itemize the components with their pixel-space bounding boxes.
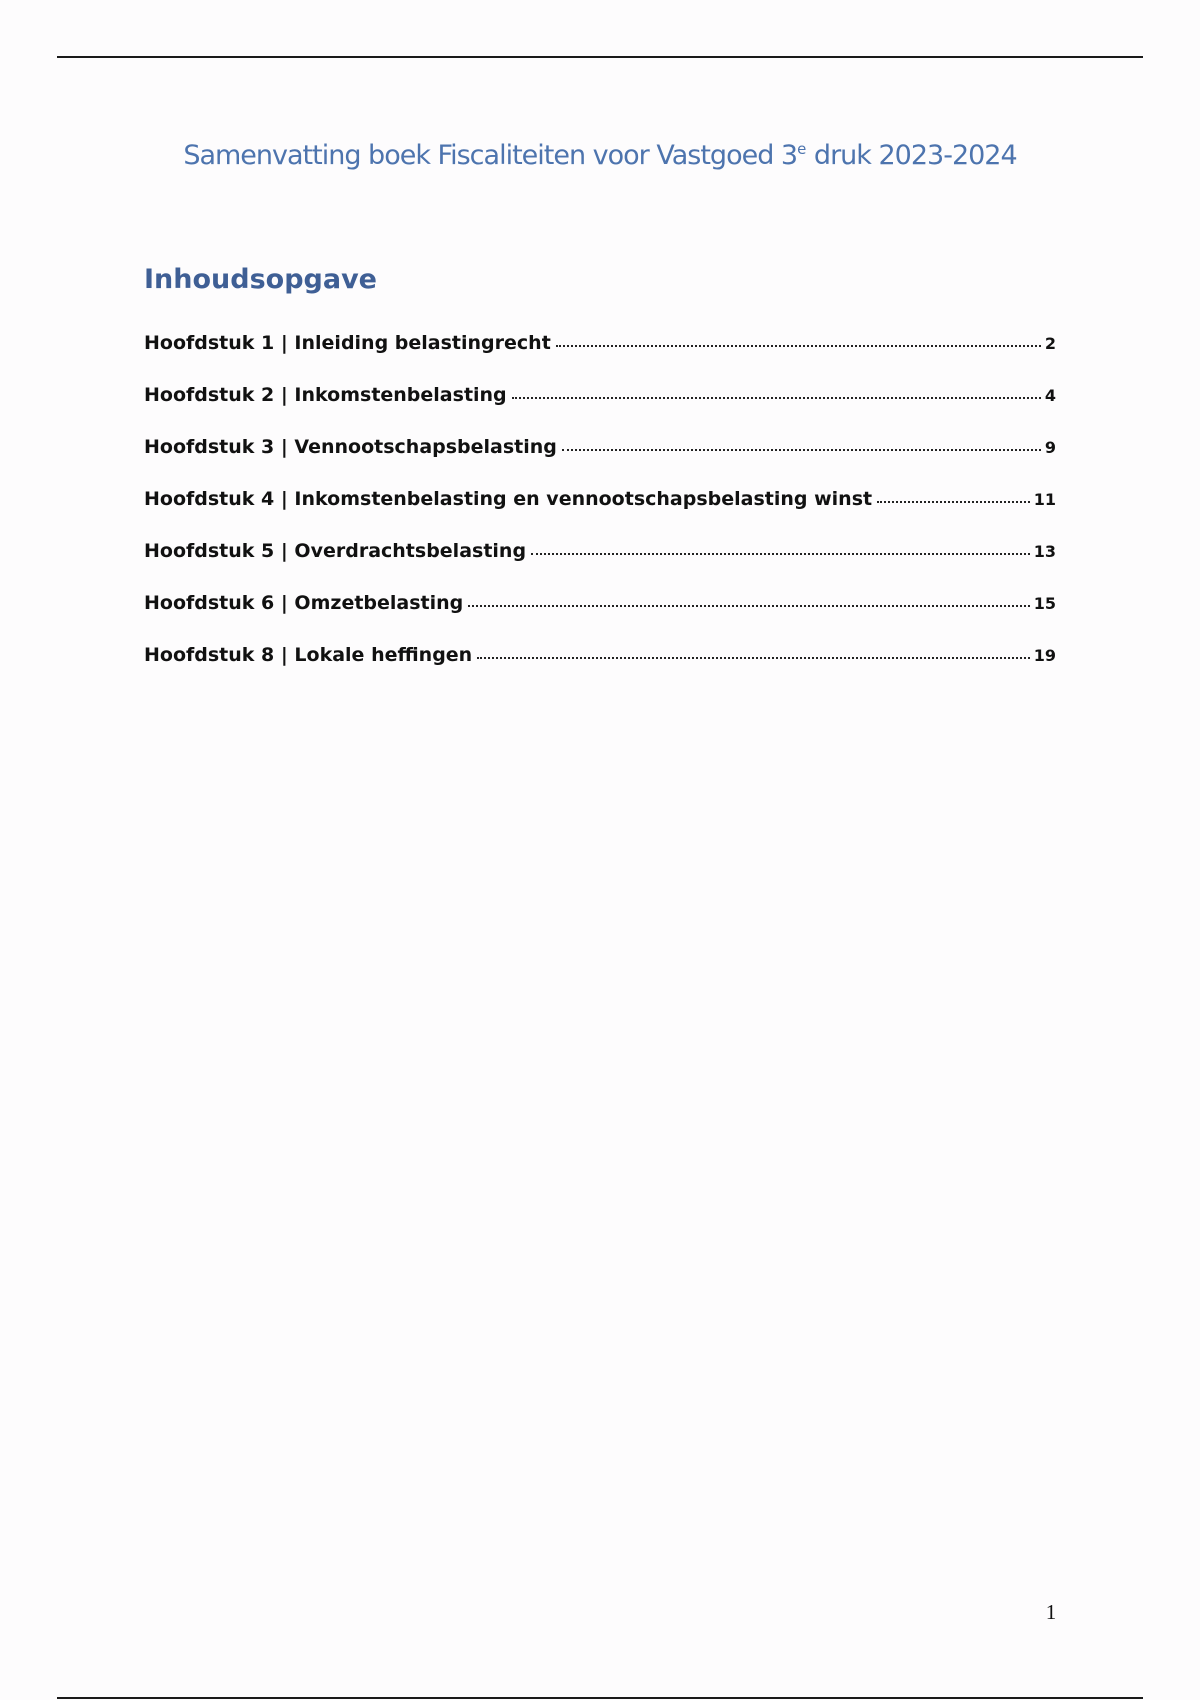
toc-entry-label[interactable]: Hoofdstuk 8 | Lokale heffingen (144, 644, 473, 666)
footer-rule (57, 1697, 1143, 1699)
toc-entry-page[interactable]: 13 (1033, 542, 1056, 561)
toc-dot-leader (468, 605, 1029, 607)
document-title (0, 140, 1200, 171)
toc-entry-page[interactable]: 9 (1044, 438, 1056, 457)
toc-entry-page[interactable]: 19 (1033, 646, 1056, 665)
toc-entry-label[interactable]: Hoofdstuk 3 | Vennootschapsbelasting (144, 436, 557, 458)
toc-dot-leader (877, 501, 1030, 503)
toc-entry[interactable] (144, 488, 1056, 540)
toc-entry[interactable] (144, 592, 1056, 644)
header-rule (57, 56, 1143, 58)
toc-dot-leader (531, 553, 1030, 555)
toc-entry-label[interactable]: Hoofdstuk 2 | Inkomstenbelasting (144, 384, 507, 406)
toc-dot-leader (512, 397, 1041, 399)
toc-dot-leader (556, 345, 1041, 347)
table-of-contents (144, 332, 1056, 696)
toc-entry[interactable] (144, 436, 1056, 488)
toc-entry[interactable] (144, 384, 1056, 436)
toc-entry[interactable] (144, 644, 1056, 696)
toc-entry-label[interactable]: Hoofdstuk 1 | Inleiding belastingrecht (144, 332, 551, 354)
toc-entry-label[interactable]: Hoofdstuk 4 | Inkomstenbelasting en vennootschapsbelasting winst (144, 488, 873, 510)
toc-dot-leader (562, 449, 1041, 451)
toc-entry-page[interactable]: 2 (1044, 334, 1056, 353)
toc-entry[interactable] (144, 332, 1056, 384)
toc-dot-leader (477, 657, 1030, 659)
document-title-main: Samenvatting boek Fiscaliteiten voor Vastgoed 3 (183, 140, 798, 171)
toc-entry[interactable] (144, 540, 1056, 592)
toc-entry-page[interactable]: 15 (1033, 594, 1056, 613)
toc-entry-page[interactable]: 4 (1044, 386, 1056, 405)
document-title-superscript: e (797, 140, 807, 158)
toc-heading: Inhoudsopgave (144, 264, 377, 295)
toc-entry-label[interactable]: Hoofdstuk 6 | Omzetbelasting (144, 592, 464, 614)
page-number: 1 (1045, 1600, 1057, 1624)
toc-entry-page[interactable]: 11 (1033, 490, 1056, 509)
toc-entry-label[interactable]: Hoofdstuk 5 | Overdrachtsbelasting (144, 540, 527, 562)
document-title-rest: druk 2023-2024 (806, 140, 1017, 171)
